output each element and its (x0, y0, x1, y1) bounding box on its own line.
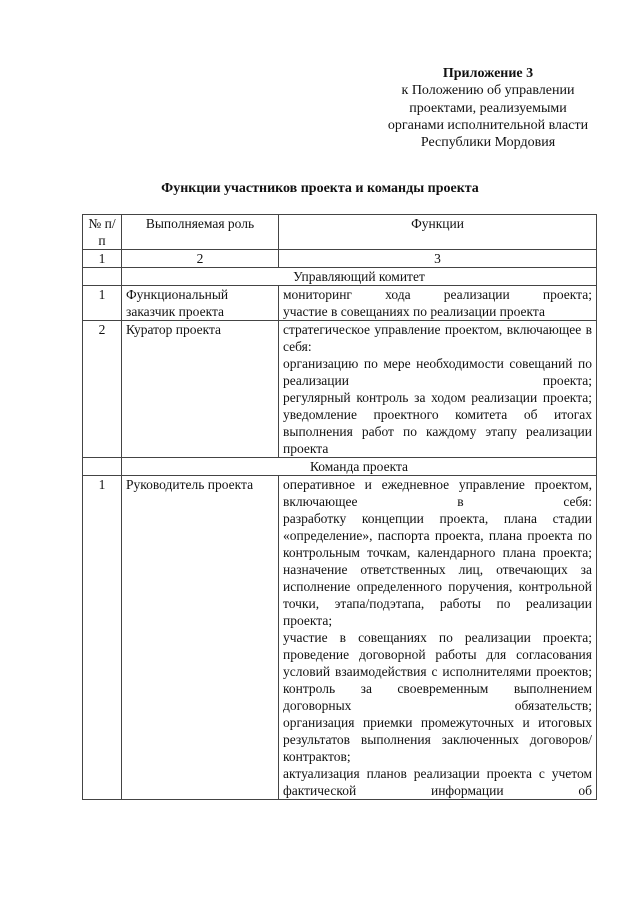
row-functions (279, 476, 597, 800)
row-functions (279, 321, 597, 458)
section-title: Команда проекта (122, 458, 597, 476)
section-row (83, 458, 597, 476)
section-num-blank (83, 458, 122, 476)
function-item: проведение договорной работы для согласования условий взаимодействия с исполнителями проектов; (283, 647, 592, 679)
function-item: уведомление проектного комитета об итогах выполнения работ по каждому этапу реализации проекта (283, 407, 592, 456)
annex-line: к Положению об управлении (401, 83, 575, 99)
row-role: Куратор проекта (122, 321, 279, 458)
function-item: организацию по мере необходимости совещаний по реализации проекта; (283, 356, 592, 388)
row-functions (279, 286, 597, 321)
row-number: 1 (83, 476, 122, 800)
function-item: оперативное и ежедневное управление проектом, включающее в себя: (283, 477, 592, 509)
function-item: регулярный контроль за ходом реализации проекта; (283, 390, 592, 405)
header-num: № п/п (83, 215, 122, 250)
table-row (83, 286, 597, 321)
functions-table (82, 214, 597, 800)
function-item: назначение ответственных лиц, отвечающих за исполнение определенного поручения, контрольной точки, этапа/подэтапа, работы по реализации проекта; (283, 562, 592, 628)
function-item: контроль за своевременным выполнением договорных обязательств; (283, 681, 592, 713)
annex-line: органами исполнительной власти (387, 117, 589, 133)
header-role: Выполняемая роль (122, 215, 279, 250)
function-item: организация приемки промежуточных и итоговых результатов выполнения заключенных договоров/контрактов; (283, 715, 592, 764)
column-number: 1 (83, 250, 122, 268)
table-row (83, 321, 597, 458)
function-item: участие в совещаниях по реализации проекта; (283, 630, 592, 645)
row-number: 2 (83, 321, 122, 458)
section-title: Управляющий комитет (122, 268, 597, 286)
annex-header (360, 65, 616, 151)
annex-line: Республики Мордовия (420, 135, 556, 151)
header-functions: Функции (279, 215, 597, 250)
function-item: участие в совещаниях по реализации проекта (283, 304, 545, 319)
function-item: стратегическое управление проектом, включающее в себя: (283, 322, 592, 354)
table-row (83, 476, 597, 800)
function-item: мониторинг хода реализации проекта; (283, 287, 592, 302)
document-title: Функции участников проекта и команды проекта (161, 181, 479, 196)
function-item: актуализация планов реализации проекта с учетом фактической информации об (283, 766, 592, 798)
row-role: Руководитель проекта (122, 476, 279, 800)
section-num-blank (83, 268, 122, 286)
section-row (83, 268, 597, 286)
row-number: 1 (83, 286, 122, 321)
function-item: разработку концепции проекта, плана стадии «определение», паспорта проекта, плана проекта по контрольным точкам, календарного плана проекта; (283, 511, 592, 560)
annex-title: Приложение 3 (442, 66, 534, 81)
table-header-row (83, 215, 597, 250)
row-role: Функциональный заказчик проекта (122, 286, 279, 321)
column-number-row (83, 250, 597, 268)
column-number: 3 (279, 250, 597, 268)
column-number: 2 (122, 250, 279, 268)
annex-line: проектами, реализуемыми (409, 100, 567, 116)
